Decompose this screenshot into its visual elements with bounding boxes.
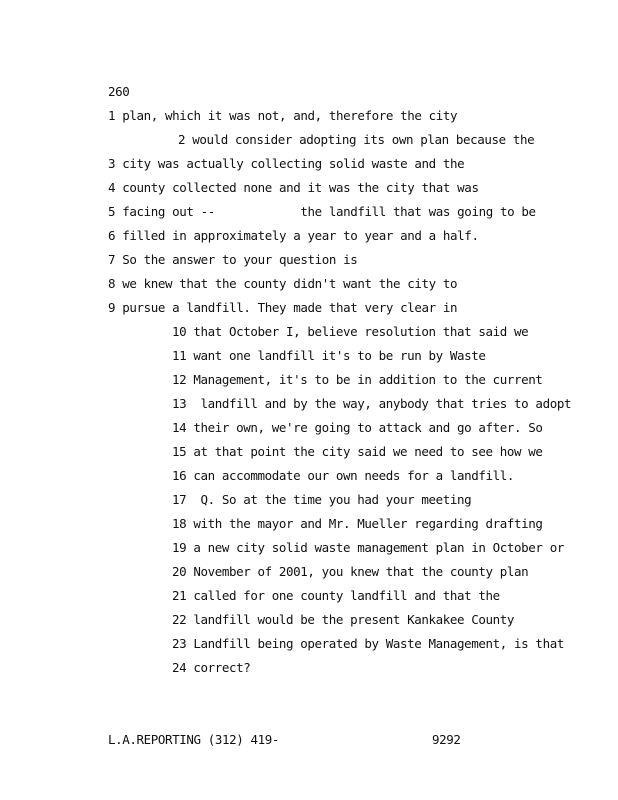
line-text: with the mayor and Mr. Mueller regarding drafting [193, 516, 543, 531]
line-text: at that point the city said we need to see how we [193, 444, 543, 459]
line-number: 4 [108, 180, 116, 195]
line-number: 6 [108, 228, 116, 243]
line-text: county collected none and it was the city that was [122, 180, 479, 195]
transcript-line [108, 108, 457, 124]
line-number: 18 [172, 516, 187, 531]
line-text: landfill and by the way, anybody that tries to adopt [193, 396, 572, 411]
transcript-line [172, 588, 500, 604]
line-number: 14 [172, 420, 187, 435]
transcript-line [172, 420, 543, 436]
transcript-line [172, 612, 514, 628]
transcript-line [172, 564, 528, 580]
line-text: would consider adopting its own plan because the [192, 132, 535, 147]
line-number: 5 [108, 204, 116, 219]
line-number: 8 [108, 276, 116, 291]
transcript-line [108, 180, 479, 196]
line-text: filled in approximately a year to year and a half. [122, 228, 479, 243]
line-text: we knew that the county didn't want the city to [122, 276, 458, 291]
transcript-line [172, 396, 571, 412]
line-text: facing out -- the landfill that was going to be [122, 204, 536, 219]
line-number: 13 [172, 396, 187, 411]
line-text: called for one county landfill and that the [193, 588, 500, 603]
line-number: 24 [172, 660, 187, 675]
line-number: 17 [172, 492, 187, 507]
line-number: 22 [172, 612, 187, 627]
transcript-line [108, 228, 479, 244]
line-text: Landfill being operated by Waste Management, is that [193, 636, 564, 651]
line-number: 9 [108, 300, 116, 315]
line-number: 10 [172, 324, 187, 339]
transcript-line [108, 156, 464, 172]
line-number: 11 [172, 348, 187, 363]
line-number: 2 [178, 132, 186, 147]
transcript-line [172, 444, 543, 460]
transcript-line [172, 372, 543, 388]
footer-reporter: L.A.REPORTING (312) 419- [108, 732, 280, 747]
line-text: can accommodate our own needs for a landfill. [193, 468, 515, 483]
line-number: 15 [172, 444, 187, 459]
transcript-line [108, 300, 457, 316]
line-text: a new city solid waste management plan in October or [193, 540, 564, 555]
line-number: 3 [108, 156, 116, 171]
transcript-line [172, 636, 564, 652]
transcript-line [172, 540, 564, 556]
line-number: 19 [172, 540, 187, 555]
line-text: Q. So at the time you had your meeting [193, 492, 472, 507]
transcript-line [108, 276, 457, 292]
transcript-line [172, 324, 528, 340]
line-text: pursue a landfill. They made that very clear in [122, 300, 458, 315]
line-text: correct? [193, 660, 251, 675]
line-number: 7 [108, 252, 116, 267]
line-number: 16 [172, 468, 187, 483]
transcript-line [172, 468, 514, 484]
transcript-line [172, 516, 543, 532]
line-number: 21 [172, 588, 187, 603]
line-text: Management, it's to be in addition to the current [193, 372, 543, 387]
footer-phone-number: 9292 [432, 732, 461, 747]
line-number: 12 [172, 372, 187, 387]
line-text: want one landfill it's to be run by Waste [193, 348, 486, 363]
line-text: landfill would be the present Kankakee County [193, 612, 515, 627]
transcript-line [108, 204, 536, 220]
line-number: 23 [172, 636, 187, 651]
page-number: 260 [108, 84, 130, 99]
transcript-line [172, 492, 471, 508]
transcript-line [172, 348, 486, 364]
line-text: plan, which it was not, and, therefore the city [122, 108, 458, 123]
transcript-line [178, 132, 534, 148]
line-number: 20 [172, 564, 187, 579]
transcript-line [108, 252, 357, 268]
line-text: city was actually collecting solid waste and the [122, 156, 465, 171]
line-text: their own, we're going to attack and go after. So [193, 420, 543, 435]
transcript-line [172, 660, 250, 676]
line-text: So the answer to your question is [122, 252, 358, 267]
line-text: November of 2001, you knew that the county plan [193, 564, 529, 579]
line-number: 1 [108, 108, 116, 123]
line-text: that October I, believe resolution that said we [193, 324, 529, 339]
